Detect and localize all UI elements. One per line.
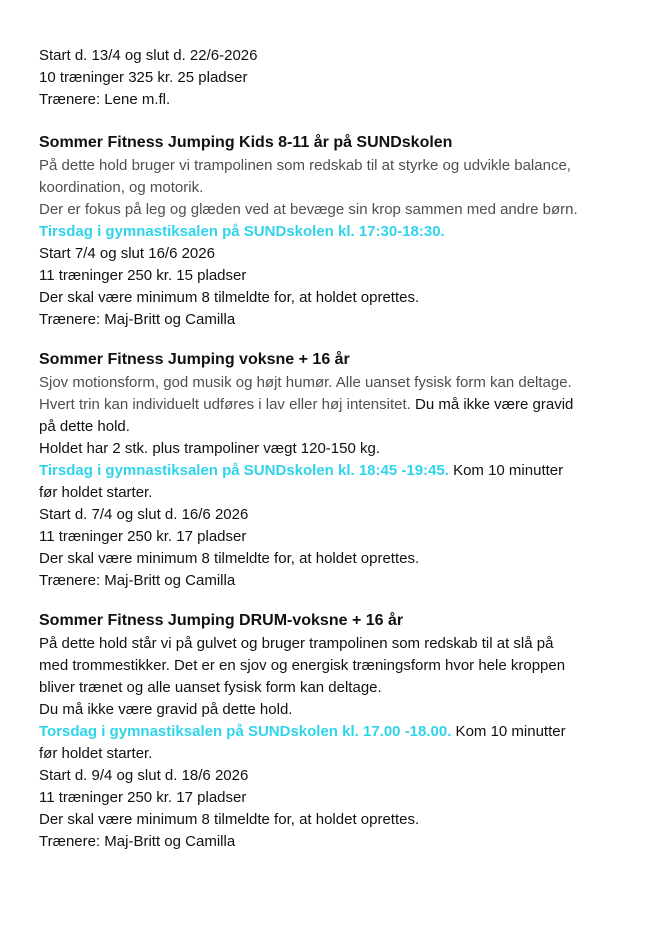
schedule-note: Kom 10 minutter xyxy=(448,462,564,479)
section-dates: Start d. 7/4 og slut d. 16/6 2026 xyxy=(39,506,249,523)
section-description: På dette hold bruger vi trampolinen som redskab til at styrke og udvikle balance, xyxy=(39,157,571,174)
section-dates: Start 7/4 og slut 16/6 2026 xyxy=(39,245,215,262)
section-description: Holdet har 2 stk. plus trampoliner vægt 120-150 kg. xyxy=(39,440,381,457)
section-description: På dette hold står vi på gulvet og bruger trampolinen som redskab til at slå på xyxy=(39,635,554,652)
intro-info: 10 træninger 325 kr. 25 pladser xyxy=(39,69,248,86)
schedule-note-continued: før holdet starter. xyxy=(39,484,153,501)
schedule-note-continued: før holdet starter. xyxy=(39,745,153,762)
intro-block xyxy=(39,45,639,111)
section-minimum: Der skal være minimum 8 tilmeldte for, at holdet oprettes. xyxy=(39,811,420,828)
intro-trainers: Trænere: Lene m.fl. xyxy=(39,91,171,108)
section-description: Du må ikke være gravid på dette hold. xyxy=(39,701,293,718)
section-minimum: Der skal være minimum 8 tilmeldte for, at holdet oprettes. xyxy=(39,550,420,567)
section-info: 11 træninger 250 kr. 15 pladser xyxy=(39,267,247,284)
section-trainers: Trænere: Maj-Britt og Camilla xyxy=(39,833,236,850)
section-schedule-line xyxy=(39,721,639,743)
section-trainers: Trænere: Maj-Britt og Camilla xyxy=(39,311,236,328)
section-schedule: Torsdag i gymnastiksalen på SUNDskolen kl. 17.00 -18.00. xyxy=(39,723,452,740)
section-description: koordination, og motorik. xyxy=(39,179,204,196)
section-title: Sommer Fitness Jumping Kids 8-11 år på SUNDskolen xyxy=(39,134,453,151)
section-dates: Start d. 9/4 og slut d. 18/6 2026 xyxy=(39,767,249,784)
description-warning: Du må ikke være gravid xyxy=(410,396,574,413)
section-description: på dette hold. xyxy=(39,418,130,435)
section-schedule-line xyxy=(39,460,639,482)
section-trainers: Trænere: Maj-Britt og Camilla xyxy=(39,572,236,589)
section-description xyxy=(39,394,639,416)
section-title: Sommer Fitness Jumping DRUM-voksne + 16 år xyxy=(39,612,404,629)
section-schedule: Tirsdag i gymnastiksalen på SUNDskolen kl. 18:45 -19:45. xyxy=(39,462,449,479)
section-description: bliver trænet og alle uanset fysisk form kan deltage. xyxy=(39,679,382,696)
section-title: Sommer Fitness Jumping voksne + 16 år xyxy=(39,351,350,368)
section-minimum: Der skal være minimum 8 tilmeldte for, at holdet oprettes. xyxy=(39,289,420,306)
section-description: Sjov motionsform, god musik og højt humør. Alle uanset fysisk form kan deltage. xyxy=(39,374,572,391)
section-adults xyxy=(39,349,639,592)
section-info: 11 træninger 250 kr. 17 pladser xyxy=(39,789,247,806)
section-description: med trommestikker. Det er en sjov og energisk træningsform hvor hele kroppen xyxy=(39,657,566,674)
schedule-note: Kom 10 minutter xyxy=(451,723,566,740)
section-schedule: Tirsdag i gymnastiksalen på SUNDskolen kl. 17:30-18:30. xyxy=(39,223,445,240)
section-kids xyxy=(39,132,639,331)
section-description: Der er fokus på leg og glæden ved at bevæge sin krop sammen med andre børn. xyxy=(39,201,578,218)
description-text: Hvert trin kan individuelt udføres i lav eller høj intensitet. xyxy=(39,396,411,413)
section-info: 11 træninger 250 kr. 17 pladser xyxy=(39,528,247,545)
section-drum xyxy=(39,610,639,853)
intro-dates: Start d. 13/4 og slut d. 22/6-2026 xyxy=(39,47,258,64)
